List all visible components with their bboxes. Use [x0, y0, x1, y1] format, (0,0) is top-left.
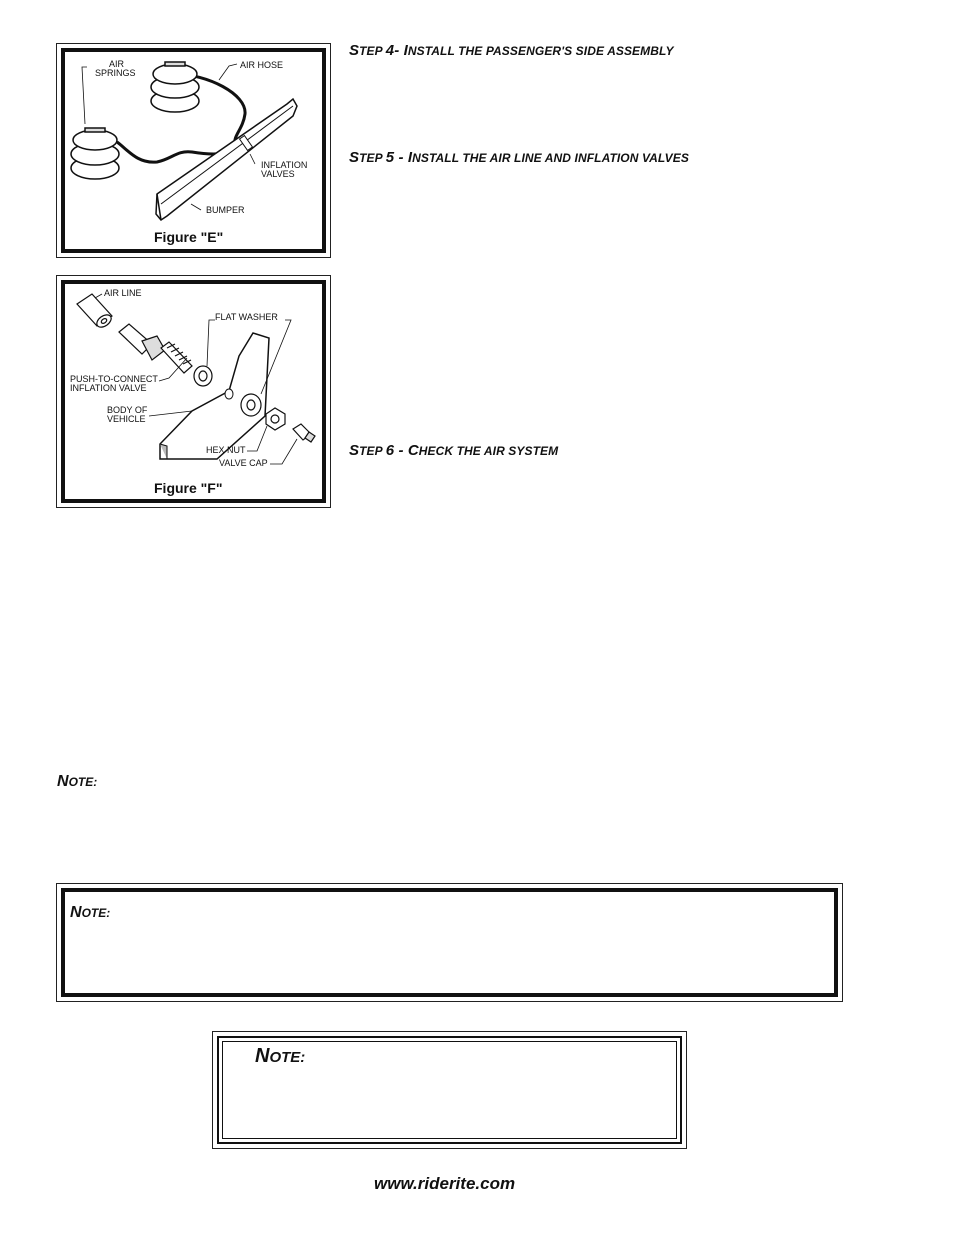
figure-e: [56, 43, 331, 258]
label-air-line: AIR LINE: [104, 288, 142, 298]
label-inflation: INFLATION: [261, 160, 308, 170]
label-bumper: BUMPER: [206, 205, 245, 215]
label-flat-washer: FLAT WASHER: [215, 312, 278, 322]
note-heading-1: NOTE:: [57, 773, 98, 790]
note-heading-2: NOTE:: [70, 904, 111, 921]
label-body-of: BODY OF: [107, 405, 148, 415]
label-inflation-valve: INFLATION VALVE: [70, 383, 147, 393]
step-6-heading: STEP 6 - CHECK THE AIR SYSTEM: [349, 442, 559, 459]
label-air: AIR: [109, 59, 125, 69]
label-vehicle: VEHICLE: [107, 414, 146, 424]
figure-f: [56, 275, 331, 508]
label-hex-nut: HEX NUT: [206, 445, 246, 455]
label-valves: VALVES: [261, 169, 295, 179]
step-4-heading: STEP 4- INSTALL THE PASSENGER'S SIDE ASSEMBLY: [349, 42, 674, 59]
footer-url-link[interactable]: www.riderite.com: [374, 1174, 516, 1193]
label-push-to-connect: PUSH-TO-CONNECT: [70, 374, 158, 384]
figure-f-caption: Figure "F": [154, 480, 223, 496]
label-springs: SPRINGS: [95, 68, 136, 78]
note-heading-3: NOTE:: [255, 1045, 306, 1067]
step-5-heading: STEP 5 - INSTALL THE AIR LINE AND INFLATION VALVES: [349, 149, 689, 166]
label-valve-cap: VALVE CAP: [219, 458, 268, 468]
note-box-1: [56, 883, 843, 1002]
label-air-hose: AIR HOSE: [240, 60, 284, 70]
note-box-2: [212, 1031, 687, 1149]
figure-e-caption: Figure "E": [154, 229, 224, 245]
